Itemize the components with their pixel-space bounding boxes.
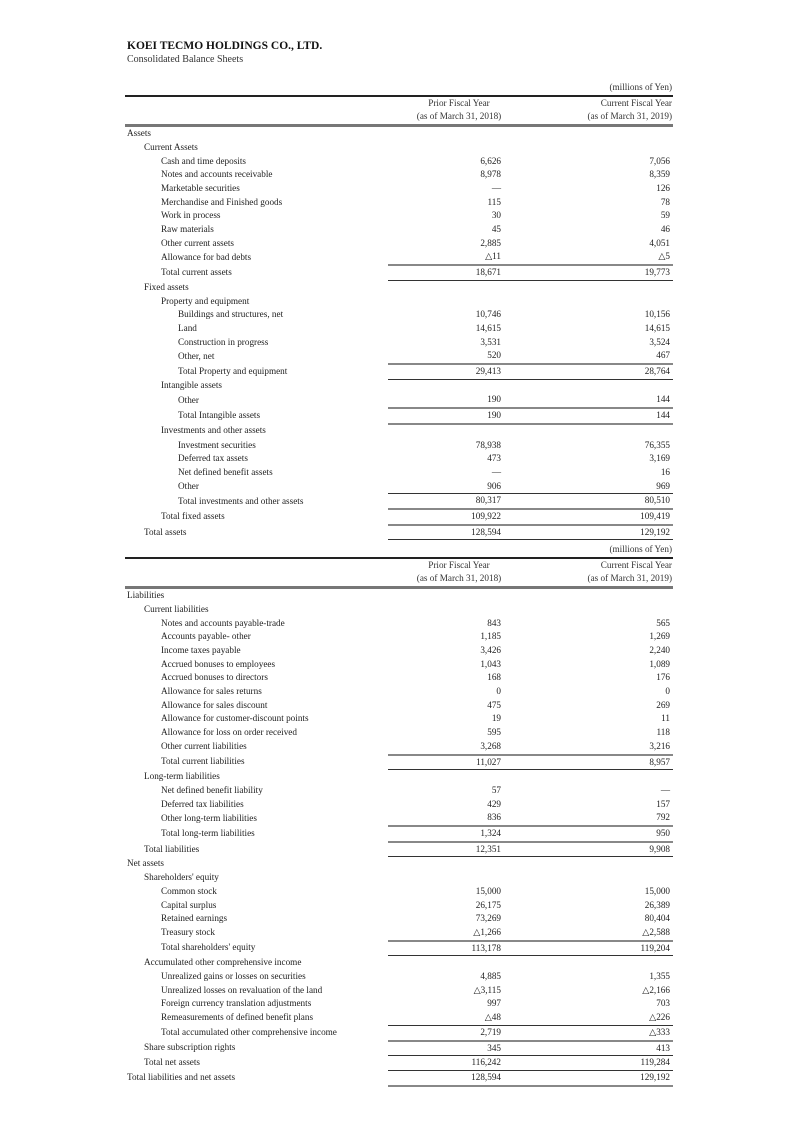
current-year-value	[530, 126, 673, 141]
table-row	[125, 926, 673, 941]
current-year-value: 28,764	[530, 364, 673, 379]
current-year-value: 467	[530, 349, 673, 364]
prior-year-value	[388, 280, 530, 294]
table-row	[125, 630, 673, 644]
prior-year-value: 128,594	[388, 525, 530, 540]
prior-year-value: 57	[491, 784, 501, 795]
table-row	[125, 811, 673, 826]
prior-year-value: 128,594	[388, 1070, 530, 1085]
prior-year-value: 12,351	[388, 842, 530, 857]
prior-year-value: 78,938	[475, 439, 501, 450]
current-year-value: △2,588	[530, 926, 673, 941]
current-year-value	[530, 295, 673, 309]
current-year-value	[530, 588, 673, 603]
table-row	[125, 755, 673, 770]
prior-year-value: 73,269	[475, 913, 501, 924]
current-year-value: 26,389	[644, 899, 670, 910]
prior-year-value: 2,885	[480, 237, 501, 248]
current-year-value: 109,419	[530, 509, 673, 525]
table-row	[125, 494, 673, 509]
table-row	[125, 997, 673, 1011]
row-label: Total current liabilities	[161, 756, 245, 767]
current-year-value: 144	[530, 408, 673, 424]
table-row	[125, 126, 673, 141]
table-row	[125, 770, 673, 784]
row-label: Other, net	[178, 350, 215, 361]
liabilities-body	[125, 588, 673, 1086]
prior-year-value: 473	[487, 453, 501, 464]
prior-year-value	[388, 141, 530, 155]
column-date-row	[125, 110, 673, 125]
row-label: Land	[178, 322, 197, 333]
current-year-value: 119,284	[530, 1056, 673, 1071]
current-year-value: △226	[530, 1011, 673, 1025]
table-row	[125, 842, 673, 857]
row-label: Property and equipment	[161, 295, 250, 306]
prior-year-value: △1,266	[388, 926, 530, 941]
row-label: Merchandise and Finished goods	[161, 196, 283, 207]
current-year-value: 14,615	[644, 322, 670, 333]
current-year-value: 11	[661, 713, 670, 724]
table-row	[125, 699, 673, 713]
unit-row	[125, 81, 673, 96]
row-label: Cash and time deposits	[161, 155, 246, 166]
table-row	[125, 658, 673, 672]
row-label: Allowance for sales discount	[161, 699, 268, 710]
table-row	[125, 196, 673, 210]
row-label: Total accumulated other comprehensive income	[161, 1027, 337, 1038]
assets-table	[125, 81, 673, 540]
prior-year-value: 190	[388, 408, 530, 424]
prior-year-value: 10,746	[475, 309, 501, 320]
current-year-value: 792	[530, 811, 673, 826]
prior-year-value	[388, 295, 530, 309]
prior-year-value: 3,268	[388, 740, 530, 755]
table-row	[125, 885, 673, 899]
current-year-value: 126	[656, 182, 670, 193]
current-year-value: 3,524	[649, 336, 670, 347]
row-label: Other	[178, 394, 199, 405]
table-row	[125, 1070, 673, 1085]
row-label: Intangible assets	[161, 380, 222, 391]
current-year-value	[530, 956, 673, 970]
current-year-value: 1,269	[649, 631, 670, 642]
current-year-value: 10,156	[644, 309, 670, 320]
row-label: Current Assets	[144, 141, 198, 152]
current-year-value: 7,056	[649, 155, 670, 166]
table-row	[125, 336, 673, 350]
current-year-value: 565	[656, 617, 670, 628]
prior-year-value: 520	[388, 349, 530, 364]
row-label: Other	[178, 480, 199, 491]
prior-year-value: 80,317	[388, 494, 530, 509]
table-row	[125, 588, 673, 603]
prior-year-value: 109,922	[388, 509, 530, 525]
row-label: Net defined benefit assets	[178, 466, 273, 477]
row-label: Total Property and equipment	[178, 365, 288, 376]
row-label: Allowance for sales returns	[161, 686, 262, 697]
row-label: Current liabilities	[144, 603, 209, 614]
row-label: Buildings and structures, net	[178, 309, 284, 320]
table-row	[125, 308, 673, 322]
prior-year-value: 30	[491, 210, 501, 221]
current-year-value: 2,240	[649, 644, 670, 655]
row-label: Fixed assets	[144, 281, 189, 292]
table-row	[125, 379, 673, 393]
current-year-value: —	[660, 784, 670, 795]
liabilities-table	[125, 543, 673, 1087]
table-row	[125, 424, 673, 439]
current-year-value: 46	[660, 224, 670, 235]
table-row	[125, 644, 673, 658]
prior-year-value	[388, 379, 530, 393]
prior-year-value: 429	[487, 798, 501, 809]
table-row	[125, 617, 673, 631]
table-row	[125, 155, 673, 169]
row-label: Unrealized losses on revaluation of the land	[161, 984, 323, 995]
current-year-value: 19,773	[530, 265, 673, 280]
row-label: Marketable securities	[161, 182, 240, 193]
row-label: Total investments and other assets	[178, 495, 304, 506]
prior-year-value	[388, 770, 530, 784]
prior-year-value: 843	[487, 617, 501, 628]
current-year-value	[530, 424, 673, 439]
table-row	[125, 912, 673, 926]
row-label: Allowance for bad debts	[161, 251, 252, 262]
table-row	[125, 525, 673, 540]
table-row	[125, 509, 673, 525]
row-label: Investments and other assets	[161, 425, 266, 436]
table-row	[125, 209, 673, 223]
prior-year-value: 29,413	[388, 364, 530, 379]
row-label: Investment securities	[178, 439, 256, 450]
prior-year-value: 8,978	[480, 169, 501, 180]
prior-year-value: △11	[388, 250, 530, 265]
prior-year-value: 45	[491, 224, 501, 235]
current-year-date: (as of March 31, 2019)	[530, 110, 673, 125]
table-row	[125, 1041, 673, 1056]
table-row	[125, 452, 673, 466]
current-year-value: 118	[656, 727, 670, 738]
table-row	[125, 941, 673, 956]
prior-year-value: 113,178	[388, 941, 530, 956]
prior-year-value: —	[491, 182, 501, 193]
table-row	[125, 970, 673, 984]
row-label: Accrued bonuses to directors	[161, 672, 268, 683]
prior-year-value: 14,615	[475, 322, 501, 333]
current-year-value	[530, 857, 673, 871]
current-year-value	[530, 280, 673, 294]
current-year-value: 969	[530, 480, 673, 494]
unit-row	[125, 543, 673, 558]
current-year-value: 80,510	[530, 494, 673, 509]
prior-year-value: 168	[487, 672, 501, 683]
current-year-date: (as of March 31, 2019)	[530, 572, 673, 587]
row-label: Treasury stock	[161, 927, 216, 938]
current-year-value: 80,404	[644, 913, 670, 924]
prior-year-value: 18,671	[388, 265, 530, 280]
prior-year-value: 190	[388, 393, 530, 408]
row-label: Accrued bonuses to employees	[161, 658, 276, 669]
current-year-value: 4,051	[649, 237, 670, 248]
row-label: Other long-term liabilities	[161, 812, 257, 823]
prior-year-value: 1,185	[480, 631, 501, 642]
prior-year-value: —	[491, 466, 501, 477]
prior-year-value: △48	[388, 1011, 530, 1025]
current-year-value: △5	[530, 250, 673, 265]
table-row	[125, 726, 673, 740]
table-row	[125, 280, 673, 294]
column-title-row	[125, 558, 673, 573]
current-year-value: 1,355	[649, 971, 670, 982]
row-label: Common stock	[161, 885, 217, 896]
prior-year-value: 4,885	[480, 971, 501, 982]
current-year-header: Current Fiscal Year	[600, 559, 672, 570]
prior-year-value: 2,719	[388, 1025, 530, 1040]
prior-year-value: 0	[496, 686, 501, 697]
row-label: Share subscription rights	[144, 1042, 236, 1053]
current-year-value	[530, 379, 673, 393]
table-row	[125, 466, 673, 480]
table-row	[125, 1011, 673, 1025]
row-label: Net assets	[127, 858, 164, 869]
table-row	[125, 1025, 673, 1040]
row-label: Long-term liabilities	[144, 770, 220, 781]
table-row	[125, 984, 673, 998]
prior-year-value: 26,175	[475, 899, 501, 910]
row-label: Assets	[127, 128, 151, 139]
prior-year-value: 6,626	[480, 155, 501, 166]
table-row	[125, 798, 673, 812]
table-row	[125, 857, 673, 871]
prior-year-value: 836	[388, 811, 530, 826]
table-row	[125, 141, 673, 155]
row-label: Total current assets	[161, 266, 232, 277]
prior-year-value: 997	[487, 998, 501, 1009]
row-label: Other current liabilities	[161, 741, 247, 752]
row-label: Construction in progress	[178, 336, 269, 347]
row-label: Total net assets	[144, 1057, 200, 1068]
prior-year-date: (as of March 31, 2018)	[388, 110, 530, 125]
current-year-header: Current Fiscal Year	[600, 97, 672, 108]
row-label: Accumulated other comprehensive income	[144, 957, 302, 968]
prior-year-value	[388, 956, 530, 970]
row-label: Liabilities	[127, 590, 165, 601]
table-row	[125, 223, 673, 237]
prior-year-value	[388, 603, 530, 617]
column-title-row	[125, 96, 673, 111]
row-label: Total long-term liabilities	[161, 828, 255, 839]
current-year-value: 3,169	[649, 453, 670, 464]
current-year-value: 157	[656, 798, 670, 809]
prior-year-value: 345	[388, 1041, 530, 1056]
column-date-row	[125, 572, 673, 587]
table-row	[125, 349, 673, 364]
row-label: Net defined benefit liability	[161, 784, 263, 795]
prior-year-value	[388, 126, 530, 141]
table-row	[125, 237, 673, 251]
prior-year-value: 15,000	[475, 885, 501, 896]
prior-year-value	[388, 857, 530, 871]
row-label: Foreign currency translation adjustments	[161, 998, 312, 1009]
table-row	[125, 671, 673, 685]
table-row	[125, 685, 673, 699]
current-year-value: 9,908	[530, 842, 673, 857]
current-year-value: 413	[530, 1041, 673, 1056]
table-row	[125, 712, 673, 726]
prior-year-value: 906	[388, 480, 530, 494]
current-year-value: 78	[660, 196, 670, 207]
current-year-value: 16	[660, 466, 670, 477]
prior-year-value	[388, 424, 530, 439]
table-row	[125, 740, 673, 755]
prior-year-value: 3,426	[480, 644, 501, 655]
row-label: Total liabilities and net assets	[127, 1072, 236, 1083]
current-year-value: 129,192	[530, 1070, 673, 1085]
table-row	[125, 168, 673, 182]
row-label: Unrealized gains or losses on securities	[161, 971, 306, 982]
current-year-value: △333	[530, 1025, 673, 1040]
current-year-value: 119,204	[530, 941, 673, 956]
row-label: Total fixed assets	[161, 511, 225, 522]
table-row	[125, 899, 673, 913]
row-label: Notes and accounts receivable	[161, 169, 273, 180]
row-label: Deferred tax liabilities	[161, 798, 244, 809]
prior-year-value: 475	[487, 699, 501, 710]
table-row	[125, 408, 673, 424]
prior-year-value: 19	[491, 713, 501, 724]
table-row	[125, 295, 673, 309]
current-year-value: 269	[656, 699, 670, 710]
prior-year-header: Prior Fiscal Year	[428, 97, 490, 108]
table-row	[125, 784, 673, 798]
prior-year-date: (as of March 31, 2018)	[388, 572, 530, 587]
current-year-value: △2,166	[642, 984, 670, 995]
current-year-value: 76,355	[644, 439, 670, 450]
row-label: Retained earnings	[161, 913, 228, 924]
current-year-value	[530, 603, 673, 617]
row-label: Total assets	[144, 526, 187, 537]
current-year-value: 59	[660, 210, 670, 221]
table-row	[125, 439, 673, 453]
row-label: Remeasurements of defined benefit plans	[161, 1012, 314, 1023]
current-year-value: 950	[530, 826, 673, 842]
prior-year-value: 1,043	[480, 658, 501, 669]
row-label: Allowance for loss on order received	[161, 727, 297, 738]
row-label: Capital surplus	[161, 899, 217, 910]
current-year-value: 129,192	[530, 525, 673, 540]
row-label: Accounts payable- other	[161, 631, 251, 642]
current-year-value	[530, 141, 673, 155]
prior-year-value: 116,242	[388, 1056, 530, 1071]
prior-year-value: 11,027	[388, 755, 530, 770]
row-label: Deferred tax assets	[178, 453, 248, 464]
table-row	[125, 250, 673, 265]
prior-year-value: △3,115	[473, 984, 501, 995]
row-label: Shareholders' equity	[144, 872, 219, 883]
row-label: Total Intangible assets	[178, 410, 261, 421]
current-year-value: 8,957	[530, 755, 673, 770]
unit-label: (millions of Yen)	[530, 81, 673, 96]
current-year-value: 3,216	[530, 740, 673, 755]
table-row	[125, 265, 673, 280]
row-label: Work in process	[161, 210, 221, 221]
prior-year-value	[388, 871, 530, 885]
document-subtitle: Consolidated Balance Sheets	[127, 54, 244, 65]
prior-year-value: 115	[487, 196, 501, 207]
current-year-value: 15,000	[644, 885, 670, 896]
table-row	[125, 480, 673, 494]
unit-label: (millions of Yen)	[530, 543, 673, 558]
table-row	[125, 826, 673, 842]
table-row	[125, 393, 673, 408]
current-year-value: 144	[530, 393, 673, 408]
prior-year-header: Prior Fiscal Year	[428, 559, 490, 570]
current-year-value	[530, 770, 673, 784]
current-year-value: 1,089	[649, 658, 670, 669]
table-row	[125, 182, 673, 196]
row-label: Raw materials	[161, 224, 214, 235]
table-row	[125, 1056, 673, 1071]
table-row	[125, 871, 673, 885]
current-year-value: 703	[656, 998, 670, 1009]
row-label: Income taxes payable	[161, 644, 241, 655]
table-row	[125, 956, 673, 970]
current-year-value: 8,359	[649, 169, 670, 180]
row-label: Other current assets	[161, 237, 234, 248]
table-row	[125, 322, 673, 336]
row-label: Notes and accounts payable-trade	[161, 617, 285, 628]
table-row	[125, 364, 673, 379]
current-year-value: 0	[665, 686, 670, 697]
current-year-value: 176	[656, 672, 670, 683]
table-row	[125, 603, 673, 617]
row-label: Total shareholders' equity	[161, 942, 256, 953]
row-label: Total liabilities	[144, 843, 200, 854]
company-name: KOEI TECMO HOLDINGS CO., LTD.	[127, 40, 323, 52]
assets-body	[125, 126, 673, 540]
prior-year-value	[388, 588, 530, 603]
row-label: Allowance for customer-discount points	[161, 713, 309, 724]
prior-year-value: 1,324	[388, 826, 530, 842]
current-year-value	[530, 871, 673, 885]
prior-year-value: 3,531	[480, 336, 501, 347]
prior-year-value: 595	[487, 727, 501, 738]
